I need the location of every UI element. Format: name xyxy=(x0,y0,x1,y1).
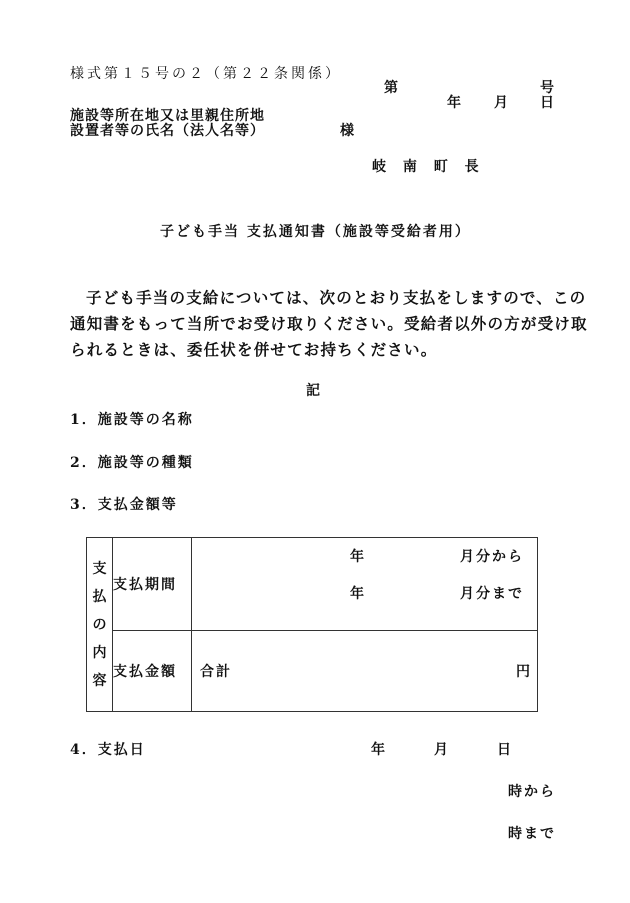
item-payment-date: 4．支払日 xyxy=(70,742,146,758)
doc-number-suffix: 号 xyxy=(540,80,554,96)
period-from-month: 月分から xyxy=(460,549,524,565)
side-char: の xyxy=(92,616,107,633)
body-line-1: 子ども手当の支給については、次のとおり支払をしますので、この xyxy=(86,288,587,307)
time-from: 時から xyxy=(508,784,556,800)
total-label: 合計 xyxy=(200,664,232,680)
payday-day: 日 xyxy=(497,742,511,758)
issue-date-day: 日 xyxy=(540,95,554,111)
item-payment-amount: 3．支払金額等 xyxy=(70,497,178,513)
issuer-name: 岐 南 町 長 xyxy=(372,159,485,175)
addressee-location: 施設等所在地又は里親住所地 xyxy=(70,108,265,124)
form-number: 様式第１５号の２（第２２条関係） xyxy=(70,66,342,82)
period-from-year: 年 xyxy=(350,549,364,565)
payday-month: 月 xyxy=(434,742,448,758)
ki-label: 記 xyxy=(306,383,320,399)
honorific: 様 xyxy=(340,123,354,139)
issue-date-year: 年 xyxy=(447,95,461,111)
doc-number-prefix: 第 xyxy=(384,80,398,96)
item-facility-type: 2．施設等の種類 xyxy=(70,455,194,471)
issue-date-month: 月 xyxy=(494,95,508,111)
side-char: 払 xyxy=(92,588,107,605)
period-to-year: 年 xyxy=(350,586,364,602)
document-title: 子ども手当 支払通知書（施設等受給者用） xyxy=(160,224,471,240)
payment-contents-header xyxy=(87,538,113,712)
payment-amount-cell xyxy=(192,631,538,712)
body-line-2: 通知書をもって当所でお受け取りください。受給者以外の方が受け取 xyxy=(70,314,588,333)
side-char: 支 xyxy=(92,560,107,577)
body-line-3: られるときは、委任状を併せてお持ちください。 xyxy=(70,340,438,359)
yen-unit: 円 xyxy=(516,664,530,680)
payment-amount-label: 支払金額 xyxy=(113,631,192,712)
side-char: 内 xyxy=(92,644,107,661)
addressee-name: 設置者等の氏名（法人名等） xyxy=(70,123,265,139)
side-char: 容 xyxy=(92,672,107,689)
payment-table xyxy=(86,537,538,712)
payment-period-cell xyxy=(192,538,538,631)
payment-period-label: 支払期間 xyxy=(113,538,192,631)
payday-year: 年 xyxy=(371,742,385,758)
time-to: 時まで xyxy=(508,826,556,842)
item-facility-name: 1．施設等の名称 xyxy=(70,412,194,428)
period-to-month: 月分まで xyxy=(460,586,524,602)
